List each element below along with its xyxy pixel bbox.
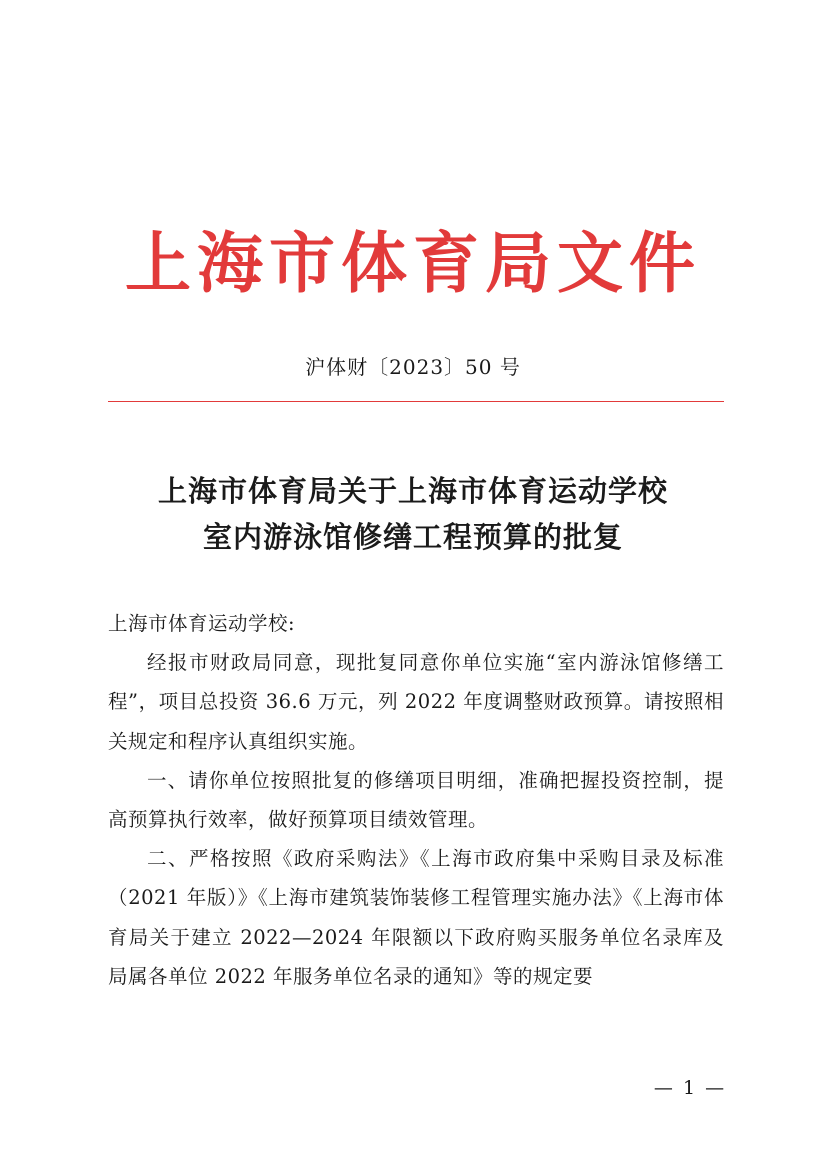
page-number: — 1 — [653,1077,727,1099]
red-divider-line [108,401,724,402]
body-paragraph-3: 二、严格按照《政府采购法》《上海市政府集中采购目录及标准（2021 年版）》《上海市建筑装饰装修工程管理实施办法》《上海市体育局关于建立 2022—2024 年限额以下政府购买服务单位名录库及局属各单位 2022 年服务单位名录的通知》等的规定要 [108,847,724,988]
salutation: 上海市体育运动学校: [108,612,296,635]
body-paragraph-1: 经报市财政局同意，现批复同意你单位实施“室内游泳馆修缮工程”，项目总投资 36.6 万元，列 2022 年度调整财政预算。请按照相关规定和程序认真组织实施。 [108,651,724,753]
agency-header-title: 上海市体育局文件 [125,224,701,302]
document-title-line-1: 上海市体育局关于上海市体育运动学校 [157,474,668,508]
body-paragraph-2: 一、请你单位按照批复的修缮项目明细，准确把握投资控制，提高预算执行效率，做好预算项目绩效管理。 [108,768,724,832]
document-title [0,468,826,560]
document-title-line-2: 室内游泳馆修缮工程预算的批复 [202,520,623,554]
document-number: 沪体财〔2023〕50 号 [305,355,521,379]
document-body [108,604,724,996]
